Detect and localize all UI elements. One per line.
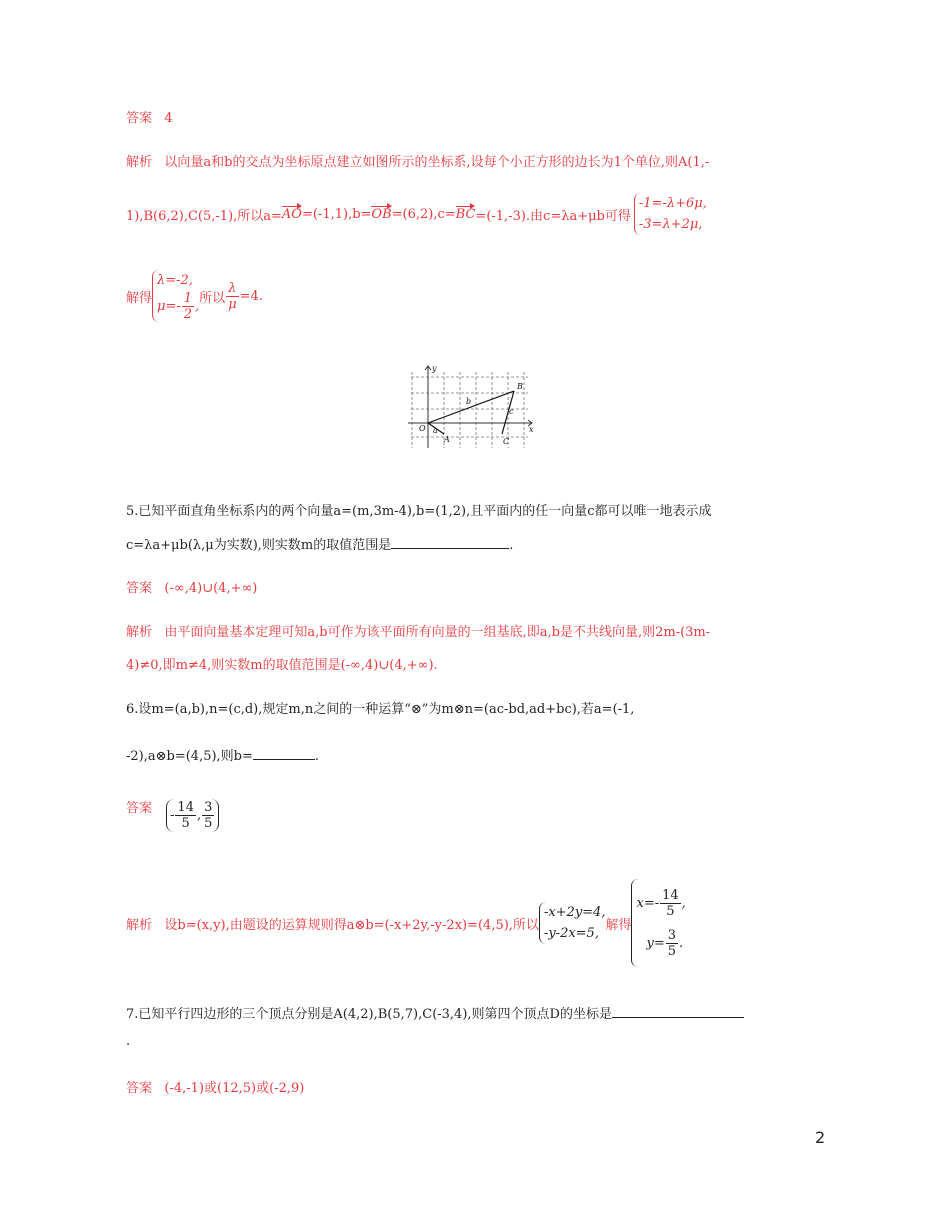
vector-OB: OB xyxy=(371,206,392,222)
ratio-fraction: $\frac{\lambda}{\mu}$ xyxy=(228,280,237,312)
q7-line2: . xyxy=(126,1034,131,1049)
answer-value: (-4,-1)或(12,5)或(-2,9) xyxy=(164,1081,305,1096)
x-axis-label: x xyxy=(529,425,534,434)
q6-answer xyxy=(126,795,219,835)
fraction: $\frac{3}{5}$ xyxy=(204,799,213,831)
answer-blank xyxy=(391,536,509,549)
equation-system: -x+2y=4, -y-2x=5, xyxy=(539,902,606,944)
page-number: 2 xyxy=(815,1128,826,1147)
vector-grid-figure xyxy=(408,362,538,450)
q7-line1: 7.已知平行四边形的三个顶点分别是A(4,2),B(5,7),C(-3,4),则第四个顶点D的坐标是 xyxy=(126,1003,744,1022)
answer-label: 答案 xyxy=(126,111,153,126)
origin-label: O xyxy=(419,424,426,433)
y-axis-label: y xyxy=(432,364,437,373)
q5-line1: 5.已知平面直角坐标系内的两个向量a=(m,3m-4),b=(1,2),且平面内的任一向量c都可以唯一地表示成 xyxy=(126,504,712,519)
q4-analysis-line2: 1),B(6,2),C(5,-1),所以a= AO =(-1,1),b= OB =(6,2),c= BC =(-1,-3).由c=λa+μb可得 -1=-λ+6μ, -3=λ+2μ, xyxy=(126,186,707,242)
analysis-label: 解析 xyxy=(126,917,153,933)
q4-solution: 解得 λ=-2, μ=- $\frac{1}{2}$ , 所以 $\frac{\lambda}{\mu}$ =4. xyxy=(126,264,263,328)
answer-label: 答案 xyxy=(126,801,153,816)
vector-BC: BC xyxy=(455,206,476,222)
analysis-label: 解析 xyxy=(126,155,153,170)
q4-answer xyxy=(126,107,173,126)
q5-answer xyxy=(126,577,257,596)
q5-analysis-line1: 解析 由平面向量基本定理可知a,b可作为该平面所有向量的一组基底,即a,b是不共线向量,则2m-(3m- xyxy=(126,625,711,640)
point-C-label: C xyxy=(503,437,510,446)
solve-label: 解得 xyxy=(126,290,153,306)
vector-c-label: c xyxy=(509,407,514,416)
answer-label: 答案 xyxy=(126,581,153,596)
answer-value: (-∞,4)∪(4,+∞) xyxy=(164,581,258,596)
q5-analysis-line2: 4)≠0,即m≠4,则实数m的取值范围是(-∞,4)∪(4,+∞). xyxy=(126,658,438,673)
fraction: $\frac{14}{5}$ xyxy=(662,887,679,919)
q4-analysis-line1: 解析 以向量a和b的交点为坐标原点建立如图所示的坐标系,设每个小正方形的边长为1个单位,则A(1,- xyxy=(126,155,710,170)
analysis-label: 解析 xyxy=(126,625,153,640)
q6-analysis: 解析 设b=(x,y),由题设的运算规则得a⊗b=(-x+2y,-y-2x)=(4,5),所以 -x+2y=4, -y-2x=5, 解得 x=- $\frac{14}{5}$ , y= $\frac{3}{5}$ . xyxy=(126,875,686,971)
q6-line2: -2),a⊗b=(4,5),则b= . xyxy=(126,749,320,764)
vector-b-label: b xyxy=(466,397,472,406)
vector-a-label: a xyxy=(433,426,438,435)
answer-label: 答案 xyxy=(126,1081,153,1096)
answer-vector: - $\frac{14}{5}$ , $\frac{3}{5}$ xyxy=(166,799,219,832)
point-A-label: A xyxy=(444,435,450,444)
fraction: $\frac{3}{5}$ xyxy=(667,927,677,959)
solution-system: x=- $\frac{14}{5}$ , y= $\frac{3}{5}$ . xyxy=(631,879,685,967)
q7-answer xyxy=(126,1077,304,1096)
point-B-label: B xyxy=(517,382,523,391)
answer-blank xyxy=(612,1005,744,1018)
solve-label: 解得 xyxy=(605,917,632,933)
fraction: $\frac{14}{5}$ xyxy=(177,799,194,831)
q6-line1: 6.设m=(a,b),n=(c,d),规定m,n之间的一种运算“⊗”为m⊗n=(ac-bd,ad+bc),若a=(-1, xyxy=(126,702,635,717)
answer-blank xyxy=(253,747,315,760)
equation-system: -1=-λ+6μ, -3=λ+2μ, xyxy=(634,193,707,235)
answer-value: 4 xyxy=(164,111,173,126)
q5-line2: c=λa+μb(λ,μ为实数),则实数m的取值范围是 . xyxy=(126,538,514,553)
solution-system: λ=-2, μ=- $\frac{1}{2}$ , xyxy=(152,270,199,322)
fraction: $\frac{1}{2}$ xyxy=(183,291,193,322)
vector-AO: AO xyxy=(281,206,302,222)
